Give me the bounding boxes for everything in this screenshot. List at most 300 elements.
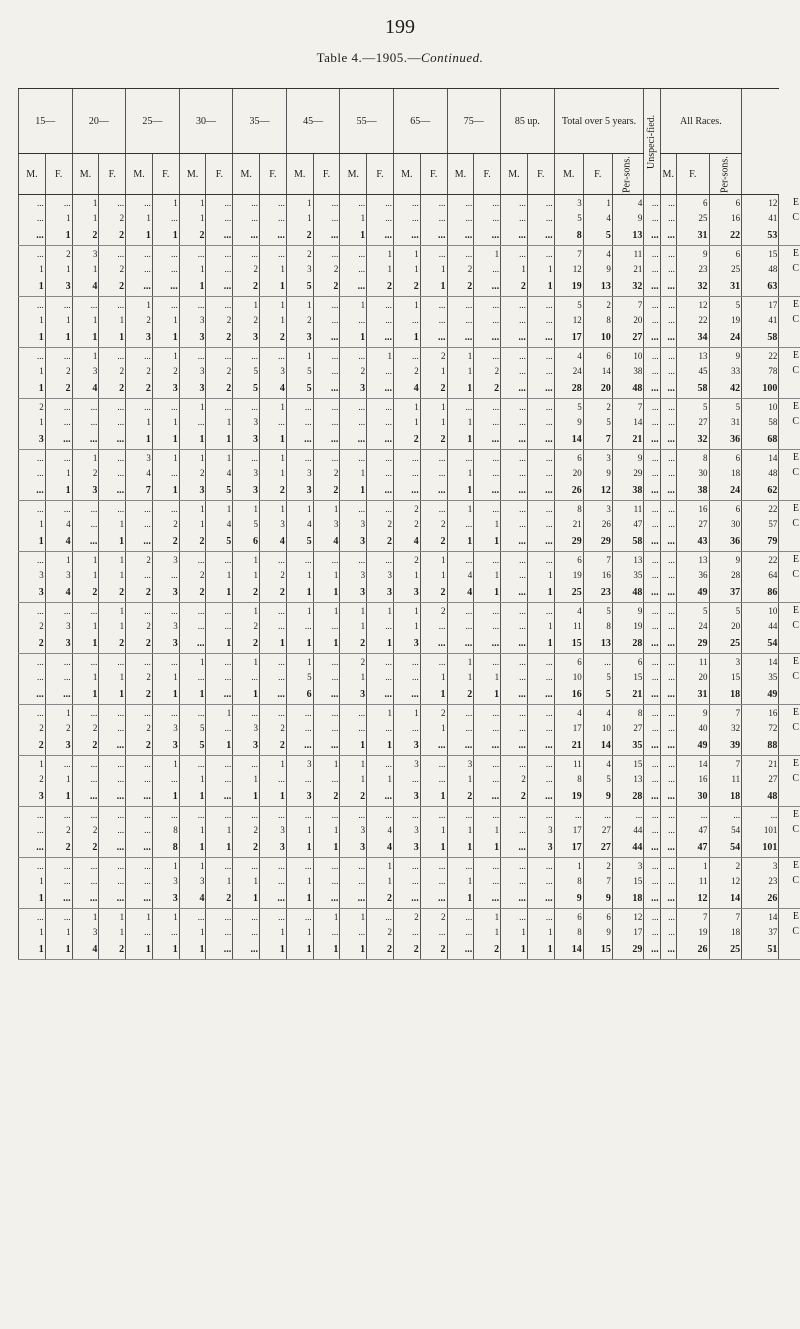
table-cell: 2	[367, 276, 394, 297]
table-cell: ...	[126, 822, 153, 837]
table-cell: ...	[340, 873, 367, 888]
table-cell: 18	[709, 684, 742, 705]
table-cell: 4	[45, 516, 72, 531]
table-cell: 4	[72, 276, 99, 297]
table-cell: 54	[709, 822, 742, 837]
table-cell: ...	[501, 210, 528, 225]
table-cell: 1	[45, 261, 72, 276]
table-cell: ...	[206, 195, 233, 211]
table-cell: ...	[99, 735, 126, 756]
table-cell: 2	[179, 531, 206, 552]
table-cell: 1	[474, 531, 501, 552]
table-cell: 5	[206, 531, 233, 552]
table-cell: ...	[313, 399, 340, 415]
table-cell: ...	[447, 858, 474, 874]
table-cell: 3	[340, 837, 367, 858]
table-cell: 1	[152, 414, 179, 429]
table-cell: 1	[72, 195, 99, 211]
table-cell: ...	[660, 720, 676, 735]
table-cell: ...	[367, 501, 394, 517]
table-cell: 1	[179, 939, 206, 960]
table-cell: 3	[19, 429, 46, 450]
table-cell: 18	[709, 465, 742, 480]
table-cell: ...	[99, 786, 126, 807]
age-group-header: 25—	[126, 89, 180, 154]
table-cell: ...	[644, 480, 660, 501]
table-cell: ...	[126, 705, 153, 721]
table-cell: ...	[420, 465, 447, 480]
table-row	[19, 246, 800, 262]
table-cell: ...	[420, 654, 447, 670]
table-cell: 24	[709, 480, 742, 501]
table-cell: 62	[742, 480, 779, 501]
table-row	[19, 210, 800, 225]
table-cell: ...	[99, 297, 126, 313]
table-cell: ...	[393, 348, 420, 364]
table-cell: ...	[367, 669, 394, 684]
table-cell: 6	[554, 552, 583, 568]
table-cell: 36	[709, 531, 742, 552]
table-cell: 2	[367, 888, 394, 909]
table-title-text: Table 4.—1905.—	[316, 50, 421, 65]
table-cell: 1	[206, 501, 233, 517]
table-cell: 5	[709, 399, 742, 415]
table-cell: 1	[393, 246, 420, 262]
table-cell: 2	[340, 654, 367, 670]
table-cell: ...	[152, 246, 179, 262]
table-cell: ...	[367, 465, 394, 480]
table-cell: ...	[420, 501, 447, 517]
table-cell: ...	[660, 939, 676, 960]
table-cell: ...	[474, 450, 501, 466]
race-code: C	[779, 261, 800, 276]
table-cell: 5	[554, 297, 583, 313]
table-cell: 2	[72, 582, 99, 603]
table-cell: 3	[233, 720, 260, 735]
table-cell: 45	[676, 363, 709, 378]
table-cell: 1	[72, 348, 99, 364]
table-cell: 100	[742, 378, 779, 399]
race-code: E	[779, 399, 800, 415]
table-cell: ...	[501, 684, 528, 705]
table-cell: 31	[676, 684, 709, 705]
table-cell: 3	[152, 378, 179, 399]
table-cell: ...	[474, 873, 501, 888]
table-cell: 41	[742, 312, 779, 327]
table-cell: ...	[45, 909, 72, 925]
table-cell: 42	[709, 378, 742, 399]
table-cell: 13	[612, 225, 643, 246]
table-cell: 29	[612, 465, 643, 480]
table-cell: ...	[45, 756, 72, 772]
table-cell: 1	[45, 480, 72, 501]
table-cell: ...	[340, 429, 367, 450]
table-cell: ...	[45, 873, 72, 888]
table-cell: 1	[72, 450, 99, 466]
table-cell: 22	[742, 501, 779, 517]
total-header: Total over 5 years.	[554, 89, 644, 154]
table-cell: ...	[474, 888, 501, 909]
table-cell: 3	[709, 654, 742, 670]
table-cell: 5	[233, 363, 260, 378]
table-cell: ...	[260, 807, 287, 823]
table-cell: ...	[527, 297, 554, 313]
table-cell: 1	[72, 633, 99, 654]
table-cell: 1	[286, 939, 313, 960]
table-cell: 19	[554, 786, 583, 807]
table-cell: 20	[554, 465, 583, 480]
table-cell: 3	[340, 378, 367, 399]
table-cell: ...	[340, 276, 367, 297]
table-cell: 16	[676, 771, 709, 786]
table-cell: 1	[152, 786, 179, 807]
table-cell: ...	[660, 858, 676, 874]
table-cell: ...	[233, 195, 260, 211]
table-cell: ...	[644, 618, 660, 633]
table-cell: ...	[447, 909, 474, 925]
race-code	[779, 786, 800, 807]
table-cell: ...	[152, 924, 179, 939]
table-cell: 3	[260, 363, 287, 378]
table-cell: ...	[612, 807, 643, 823]
table-cell: 4	[45, 531, 72, 552]
table-cell: ...	[99, 429, 126, 450]
race-code	[779, 276, 800, 297]
race-code: E	[779, 909, 800, 925]
table-cell: ...	[420, 756, 447, 772]
table-cell: 6	[709, 195, 742, 211]
race-code: C	[779, 414, 800, 429]
table-cell: 1	[420, 837, 447, 858]
table-cell: 19	[709, 312, 742, 327]
table-cell: ...	[474, 414, 501, 429]
female-header: F.	[45, 154, 72, 195]
table-cell: 3	[393, 756, 420, 772]
table-cell: 6	[612, 654, 643, 670]
table-cell: 1	[126, 939, 153, 960]
table-cell: 31	[709, 276, 742, 297]
table-cell: 14	[583, 735, 612, 756]
table-cell: 7	[612, 399, 643, 415]
table-cell: 49	[676, 582, 709, 603]
table-cell: ...	[583, 807, 612, 823]
table-cell: ...	[660, 246, 676, 262]
male-header: M.	[554, 154, 583, 195]
table-cell: ...	[644, 705, 660, 721]
table-cell: 64	[742, 567, 779, 582]
table-cell: ...	[206, 909, 233, 925]
table-cell: 6	[709, 450, 742, 466]
table-cell: 1	[19, 261, 46, 276]
table-cell: ...	[233, 348, 260, 364]
table-cell: ...	[72, 888, 99, 909]
table-cell: 1	[206, 633, 233, 654]
table-cell: ...	[501, 720, 528, 735]
table-cell: ...	[420, 735, 447, 756]
table-cell: ...	[286, 399, 313, 415]
table-cell: 1	[260, 501, 287, 517]
race-code: E	[779, 246, 800, 262]
table-cell: ...	[45, 450, 72, 466]
table-cell: ...	[393, 888, 420, 909]
table-cell: 39	[709, 735, 742, 756]
table-cell: ...	[260, 654, 287, 670]
table-cell: 1	[367, 873, 394, 888]
table-cell: ...	[367, 378, 394, 399]
table-cell: 1	[447, 654, 474, 670]
table-cell: ...	[233, 858, 260, 874]
table-cell: ...	[286, 771, 313, 786]
table-cell: 1	[286, 822, 313, 837]
female-header: F.	[676, 154, 709, 195]
table-cell: ...	[233, 807, 260, 823]
table-cell: ...	[45, 414, 72, 429]
table-cell: ...	[501, 567, 528, 582]
table-cell: ...	[45, 297, 72, 313]
table-cell: ...	[233, 756, 260, 772]
table-cell: ...	[527, 531, 554, 552]
table-cell: 1	[367, 246, 394, 262]
race-code	[779, 480, 800, 501]
table-cell: ...	[286, 552, 313, 568]
table-cell: 9	[583, 888, 612, 909]
table-cell: 24	[676, 618, 709, 633]
table-cell: 1	[474, 582, 501, 603]
table-cell: 25	[709, 261, 742, 276]
table-cell: ...	[367, 684, 394, 705]
table-cell: 14	[709, 888, 742, 909]
table-cell: 3	[260, 837, 287, 858]
table-cell: ...	[501, 531, 528, 552]
table-cell: 1	[527, 567, 554, 582]
table-cell: 10	[742, 399, 779, 415]
table-cell: 26	[583, 516, 612, 531]
table-cell: 1	[152, 909, 179, 925]
table-cell: ...	[152, 603, 179, 619]
table-cell: ...	[72, 654, 99, 670]
table-cell: ...	[501, 909, 528, 925]
table-cell: ...	[501, 873, 528, 888]
table-row	[19, 858, 800, 874]
table-cell: 1	[474, 684, 501, 705]
table-cell: 13	[676, 552, 709, 568]
table-cell: 9	[583, 786, 612, 807]
table-cell: ...	[45, 603, 72, 619]
table-cell: 2	[126, 633, 153, 654]
table-cell: ...	[554, 807, 583, 823]
table-cell: ...	[313, 450, 340, 466]
table-cell: ...	[527, 363, 554, 378]
table-row	[19, 909, 800, 925]
table-cell: 1	[447, 822, 474, 837]
table-row	[19, 705, 800, 721]
table-cell: ...	[447, 924, 474, 939]
table-cell: ...	[126, 261, 153, 276]
table-cell: 1	[340, 297, 367, 313]
table-cell: ...	[19, 465, 46, 480]
race-code	[779, 735, 800, 756]
race-code: C	[779, 312, 800, 327]
table-cell: ...	[313, 552, 340, 568]
male-header: M.	[19, 154, 46, 195]
table-cell: ...	[644, 582, 660, 603]
age-group-header: 15—	[19, 89, 73, 154]
unspecified-header: Unspeci-fied.	[644, 89, 660, 195]
female-header: F.	[474, 154, 501, 195]
table-cell: 3	[313, 516, 340, 531]
table-cell: ...	[233, 450, 260, 466]
table-cell: 2	[206, 888, 233, 909]
table-cell: 1	[233, 771, 260, 786]
table-cell: ...	[367, 297, 394, 313]
table-cell: 21	[612, 684, 643, 705]
table-cell: 38	[676, 480, 709, 501]
table-cell: ...	[447, 195, 474, 211]
table-row	[19, 720, 800, 735]
table-cell: 1	[393, 705, 420, 721]
table-cell: 2	[286, 312, 313, 327]
table-cell: 1	[206, 735, 233, 756]
table-cell: 4	[367, 837, 394, 858]
table-cell: 1	[179, 450, 206, 466]
table-cell: 27	[612, 327, 643, 348]
table-cell: ...	[340, 720, 367, 735]
table-cell: ...	[644, 312, 660, 327]
table-cell: 34	[676, 327, 709, 348]
table-cell: 1	[72, 327, 99, 348]
table-cell: 1	[179, 195, 206, 211]
male-header: M.	[179, 154, 206, 195]
table-cell: 3	[260, 822, 287, 837]
table-cell: 3	[393, 786, 420, 807]
table-cell: 3	[340, 822, 367, 837]
table-cell: 2	[233, 633, 260, 654]
table-cell: 63	[742, 276, 779, 297]
table-cell: ...	[72, 873, 99, 888]
table-cell: 48	[742, 261, 779, 276]
table-cell: ...	[527, 909, 554, 925]
table-cell: 2	[286, 246, 313, 262]
total-row	[19, 276, 800, 297]
table-cell: ...	[72, 399, 99, 415]
table-cell: 20	[676, 669, 709, 684]
table-cell: 2	[45, 837, 72, 858]
table-cell: 1	[527, 261, 554, 276]
table-cell: 2	[72, 735, 99, 756]
table-cell: 44	[612, 822, 643, 837]
table-cell: 2	[179, 582, 206, 603]
table-cell: 3	[19, 567, 46, 582]
table-cell: ...	[447, 225, 474, 246]
table-cell: 6	[709, 501, 742, 517]
table-cell: ...	[340, 501, 367, 517]
table-cell: 49	[742, 684, 779, 705]
table-cell: ...	[260, 552, 287, 568]
table-cell: 2	[286, 225, 313, 246]
table-cell: ...	[45, 858, 72, 874]
table-cell: ...	[126, 858, 153, 874]
table-cell: 1	[286, 210, 313, 225]
table-cell: ...	[45, 348, 72, 364]
table-cell: ...	[99, 873, 126, 888]
table-cell: 1	[527, 633, 554, 654]
table-cell: 2	[19, 735, 46, 756]
table-cell: ...	[126, 246, 153, 262]
table-cell: ...	[644, 348, 660, 364]
female-header: F.	[527, 154, 554, 195]
table-cell: 23	[676, 261, 709, 276]
table-cell: 25	[554, 582, 583, 603]
table-cell: 1	[19, 312, 46, 327]
table-cell: 2	[313, 786, 340, 807]
table-cell: 1	[99, 909, 126, 925]
table-cell: 17	[742, 297, 779, 313]
table-cell: ...	[260, 414, 287, 429]
table-cell: 3	[554, 195, 583, 211]
table-cell: 1	[152, 858, 179, 874]
table-cell: 1	[19, 531, 46, 552]
table-cell: 58	[742, 414, 779, 429]
table-cell: 38	[612, 480, 643, 501]
table-cell: 8	[554, 501, 583, 517]
table-cell: ...	[527, 516, 554, 531]
table-cell: ...	[126, 501, 153, 517]
total-row	[19, 225, 800, 246]
table-cell: 1	[340, 939, 367, 960]
table-cell: 2	[367, 924, 394, 939]
table-cell: ...	[501, 705, 528, 721]
table-cell: 1	[527, 924, 554, 939]
table-cell: 1	[420, 261, 447, 276]
table-cell: ...	[420, 618, 447, 633]
table-cell: 2	[126, 312, 153, 327]
table-cell: ...	[660, 822, 676, 837]
table-cell: 2	[583, 297, 612, 313]
table-cell: 1	[179, 429, 206, 450]
table-cell: 3	[286, 261, 313, 276]
table-cell: ...	[420, 924, 447, 939]
table-cell: ...	[501, 888, 528, 909]
table-cell: ...	[447, 603, 474, 619]
table-cell: 2	[72, 720, 99, 735]
table-cell: ...	[501, 480, 528, 501]
table-cell: ...	[313, 246, 340, 262]
table-cell: 1	[260, 786, 287, 807]
table-cell: 3	[45, 735, 72, 756]
table-cell: ...	[644, 567, 660, 582]
total-row	[19, 429, 800, 450]
table-cell: ...	[660, 705, 676, 721]
table-cell: 14	[554, 939, 583, 960]
table-cell: 2	[126, 378, 153, 399]
table-cell: ...	[527, 450, 554, 466]
table-cell: ...	[501, 399, 528, 415]
table-cell: 29	[554, 531, 583, 552]
table-cell: 2	[260, 480, 287, 501]
race-code	[779, 327, 800, 348]
table-cell: ...	[126, 348, 153, 364]
table-cell: 8	[554, 771, 583, 786]
table-cell: ...	[19, 807, 46, 823]
table-cell: ...	[660, 924, 676, 939]
table-cell: 7	[612, 297, 643, 313]
table-cell: 1	[152, 195, 179, 211]
table-cell: 1	[99, 516, 126, 531]
table-cell: ...	[313, 297, 340, 313]
table-cell: 1	[340, 909, 367, 925]
male-header: M.	[501, 154, 528, 195]
table-cell: 1	[286, 837, 313, 858]
